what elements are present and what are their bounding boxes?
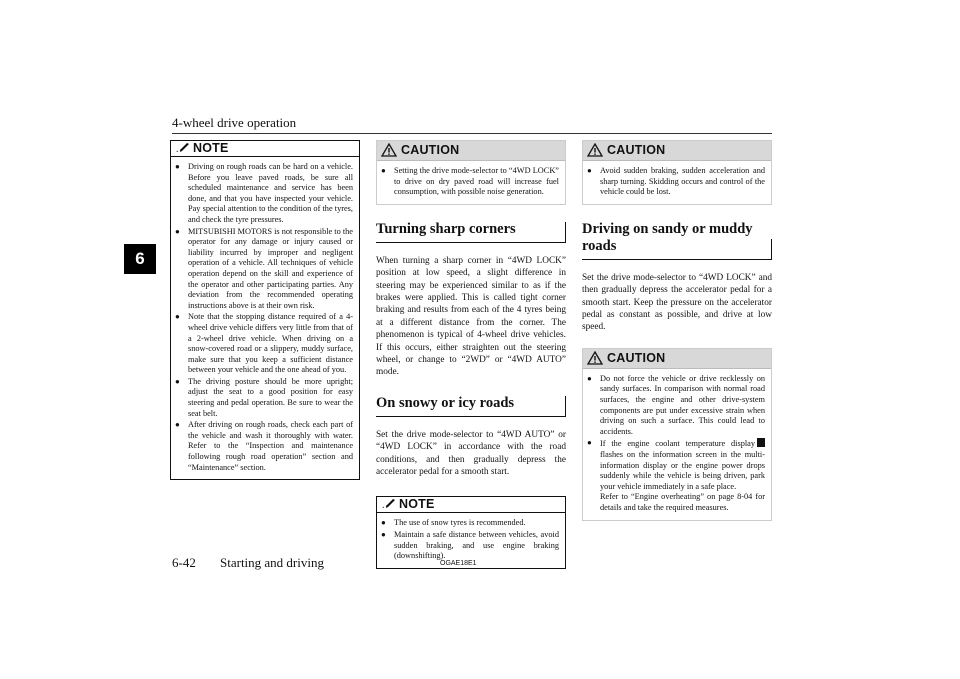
caution-header (377, 141, 565, 161)
note-header (377, 497, 565, 513)
chapter-tab: 6 (124, 244, 156, 274)
bullet-icon: ● (175, 226, 180, 236)
note-item: ● Driving on rough roads can be hard on a vehicle. Before you leave paved roads, be sure all scheduled maintenance and service has been done, and that you have inspected your vehicle. Pay special attention to the condition of the tyres, and check the tyre pressures. (175, 162, 353, 224)
footer-section: Starting and driving (220, 555, 324, 570)
bullet-icon: ● (175, 312, 180, 322)
warning-triangle-icon (381, 143, 397, 157)
note-label: NOTE (399, 497, 435, 512)
bullet-icon: ● (175, 162, 180, 171)
bullet-icon: ● (587, 373, 592, 383)
caution-label: CAUTION (607, 143, 666, 157)
caution-box (376, 140, 566, 205)
caution-header (583, 349, 771, 369)
bullet-icon: ● (587, 166, 592, 175)
note-item: ● MITSUBISHI MOTORS is not responsible to the operator for any damage or injury caused or liability incurred by improper and negligent operation of a vehicle. All techniques of vehicle operation depend on the skill and experience of the operator and other participating parties. Any deviation from the recommended operating instructions above is at their own risk. (175, 226, 353, 310)
caution-item: ● If the engine coolant temperature display flashes on the information screen in the multi-information display or the engine power drops suddenly while the vehicle is being driven, park your vehicle immediately in a safe place. Refer to “Engine overheating” on page 8-04 for details and take the required measures. (587, 438, 765, 512)
caution-box (582, 348, 772, 521)
bullet-icon: ● (175, 420, 180, 430)
column-right (582, 140, 772, 521)
footer-code: OGAE18E1 (440, 560, 477, 567)
caution-box (582, 140, 772, 205)
note-item: ● Maintain a safe distance between vehicles, avoid sudden braking, and use engine braking (downshifting). (381, 530, 559, 561)
note-item: ● The driving posture should be more upright; adjust the seat to a good position for easy steering and pedal operation. Be sure to wear the seat belt. (175, 376, 353, 418)
caution-item: ● Avoid sudden braking, sudden acceleration and sharp turning. Skidding occurs and control of the vehicle could be lost. (587, 166, 765, 197)
sandy-roads-text: Set the drive mode-selector to “4WD LOCK” and then gradually depress the accelerator pedal for a smooth start. Keep the pressure on the accelerator pedal as constant as possible, and drive at low speed. (582, 272, 772, 333)
bullet-icon: ● (175, 376, 180, 386)
column-middle (376, 140, 566, 569)
note-box (170, 140, 360, 480)
coolant-temperature-icon (757, 438, 765, 447)
note-box (376, 496, 566, 568)
footer-page-number: 6-42 (172, 555, 196, 570)
bullet-icon: ● (381, 530, 386, 540)
bullet-icon: ● (587, 438, 592, 448)
caution-header (583, 141, 771, 161)
section-title-snowy-roads: On snowy or icy roads (376, 393, 566, 417)
snowy-roads-text: Set the drive mode-selector to “4WD AUTO” or “4WD LOCK” in accordance with the road conditions, and then gradually depress the accelerator pedal for a smooth start. (376, 429, 566, 478)
caution-item: ● Do not force the vehicle or drive recklessly on sandy surfaces. In comparison with normal road surfaces, the engine and other drive-system components are put under excessive strain when driving on such a surface. This could lead to accidents. (587, 373, 765, 436)
column-left (170, 140, 360, 480)
section-title-sandy-roads: Driving on sandy or muddy roads (582, 219, 772, 260)
note-item: ● The use of snow tyres is recommended. (381, 518, 526, 528)
note-header (171, 141, 359, 157)
header-title: 4-wheel drive operation (172, 115, 297, 130)
warning-triangle-icon (587, 351, 603, 365)
caution-item: ● Setting the drive mode-selector to “4WD LOCK” to drive on dry paved road will increase fuel consumption, with possible noise generation. (381, 166, 559, 197)
note-pen-icon (175, 142, 191, 154)
note-label: NOTE (193, 141, 229, 155)
caution-label: CAUTION (401, 143, 460, 157)
sharp-corners-text: When turning a sharp corner in “4WD LOCK” position at low speed, a slight difference in steering may be experienced similar to as if the brakes were applied. This is called tight corner braking and results from each of the 4 tyres being at a different distance from the corner. The phenomenon is typical of 4-wheel drive vehicles. If this occurs, either straighten out the steering wheel, or change to “2WD” or “4WD AUTO” mode. (376, 255, 566, 378)
note-pen-icon (381, 498, 397, 510)
section-title-sharp-corners: Turning sharp corners (376, 219, 566, 243)
note-item: ● After driving on rough roads, check each part of the vehicle and wash it thoroughly with water. Refer to the “Inspection and maintenance following rough road operation” section and “Maintenance” section. (175, 420, 353, 472)
note-item: ● Note that the stopping distance required of a 4-wheel drive vehicle differs very little from that of a 2-wheel drive vehicle. When driving on a snow-covered road or a slippery, muddy surface, make sure that you keep a sufficient distance between your vehicle and the one ahead of you. (175, 312, 353, 375)
bullet-icon: ● (381, 166, 386, 175)
bullet-icon: ● (381, 518, 386, 528)
caution-label: CAUTION (607, 350, 666, 365)
warning-triangle-icon (587, 143, 603, 157)
header-rule (172, 133, 772, 134)
